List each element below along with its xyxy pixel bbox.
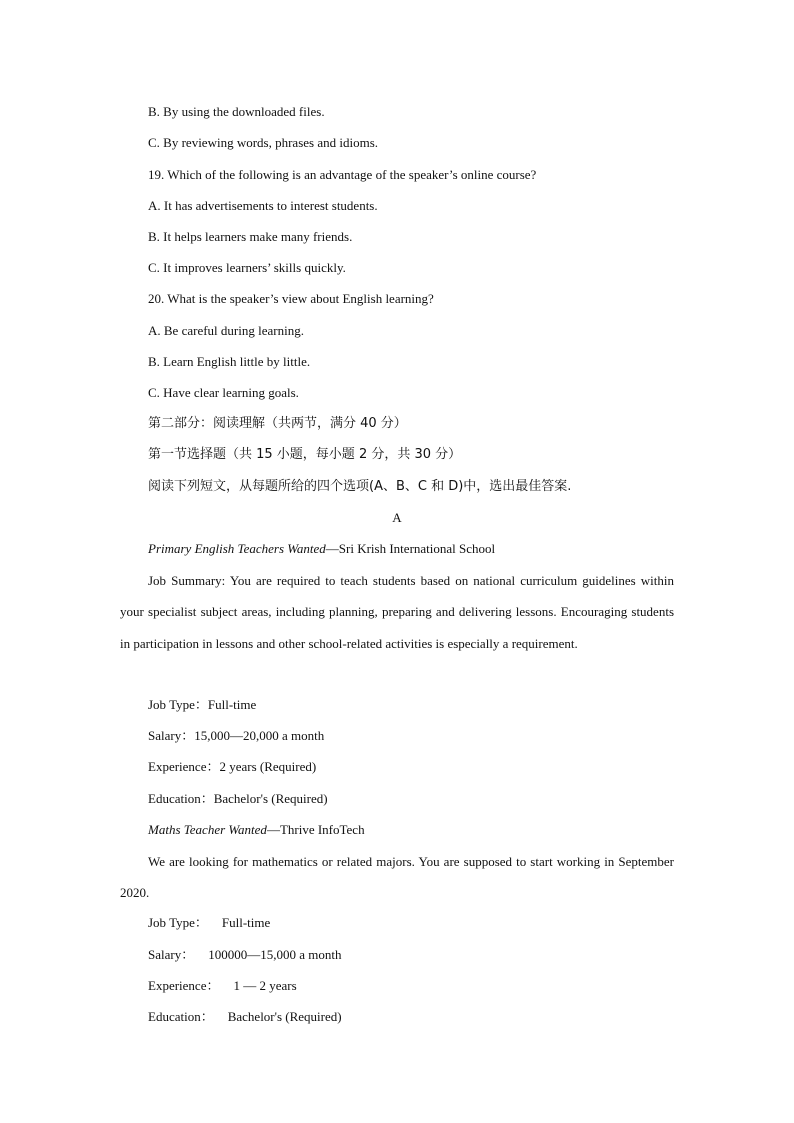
ad1-education: Education：Bachelor's (Required) bbox=[148, 791, 328, 806]
q19-option-a: A. It has advertisements to interest students. bbox=[148, 198, 378, 213]
ad2-summary: We are looking for mathematics or related majors. You are supposed to start working in September 2020. bbox=[120, 854, 674, 901]
ad2-job-type bbox=[148, 915, 270, 931]
q18-option-b: B. By using the downloaded files. bbox=[148, 104, 325, 119]
ad1-heading bbox=[148, 541, 495, 557]
ad2-education-label: Education： bbox=[148, 1009, 214, 1024]
ad1-employer: —Sri Krish International School bbox=[325, 541, 496, 556]
ad2-salary-label: Salary： bbox=[148, 947, 195, 962]
ad2-title: Maths Teacher Wanted bbox=[148, 822, 267, 837]
ad2-education-value: Bachelor's (Required) bbox=[227, 1009, 342, 1024]
reading-instruction: 阅读下列短文，从每题所给的四个选项(A、B、C 和 D)中，选出最佳答案. bbox=[148, 479, 572, 494]
ad1-job-type: Job Type：Full-time bbox=[148, 697, 257, 712]
ad2-experience bbox=[148, 978, 297, 994]
q18-option-c: C. By reviewing words, phrases and idioms. bbox=[148, 135, 379, 150]
q20-option-b: B. Learn English little by little. bbox=[148, 354, 311, 369]
passage-label: A bbox=[392, 510, 402, 525]
q19-option-b: B. It helps learners make many friends. bbox=[148, 229, 353, 244]
ad1-salary: Salary：15,000—20,000 a month bbox=[148, 728, 325, 743]
q19-option-c: C. It improves learners’ skills quickly. bbox=[148, 260, 346, 275]
q19-stem: 19. Which of the following is an advantage of the speaker’s online course? bbox=[148, 167, 537, 182]
reading-part-title: 第二部分：阅读理解（共两节，满分 40 分） bbox=[148, 416, 407, 431]
ad1-title: Primary English Teachers Wanted bbox=[148, 541, 326, 556]
q20-stem: 20. What is the speaker’s view about English learning? bbox=[148, 291, 434, 306]
ad1-experience: Experience：2 years (Required) bbox=[148, 759, 317, 774]
ad2-heading bbox=[148, 822, 365, 838]
ad2-employer: —Thrive InfoTech bbox=[266, 822, 365, 837]
ad2-salary-value: 100000—15,000 a month bbox=[208, 947, 342, 962]
ad2-job-type-value: Full-time bbox=[221, 915, 271, 930]
ad1-summary: Job Summary: You are required to teach students based on national curriculum guidelines within your specialist subject areas, including planning, preparing and delivering lessons. Encouraging students in participation in lessons and other school-related activities is especially a requirement. bbox=[120, 573, 674, 651]
ad2-experience-value: 1 — 2 years bbox=[233, 978, 297, 993]
q20-option-c: C. Have clear learning goals. bbox=[148, 385, 299, 400]
ad2-education bbox=[148, 1009, 342, 1025]
q20-option-a: A. Be careful during learning. bbox=[148, 323, 304, 338]
ad2-experience-label: Experience： bbox=[148, 978, 220, 993]
reading-section-title: 第一节选择题（共 15 小题，每小题 2 分，共 30 分） bbox=[148, 447, 462, 462]
ad2-salary bbox=[148, 947, 341, 963]
ad2-job-type-label: Job Type： bbox=[148, 915, 208, 930]
